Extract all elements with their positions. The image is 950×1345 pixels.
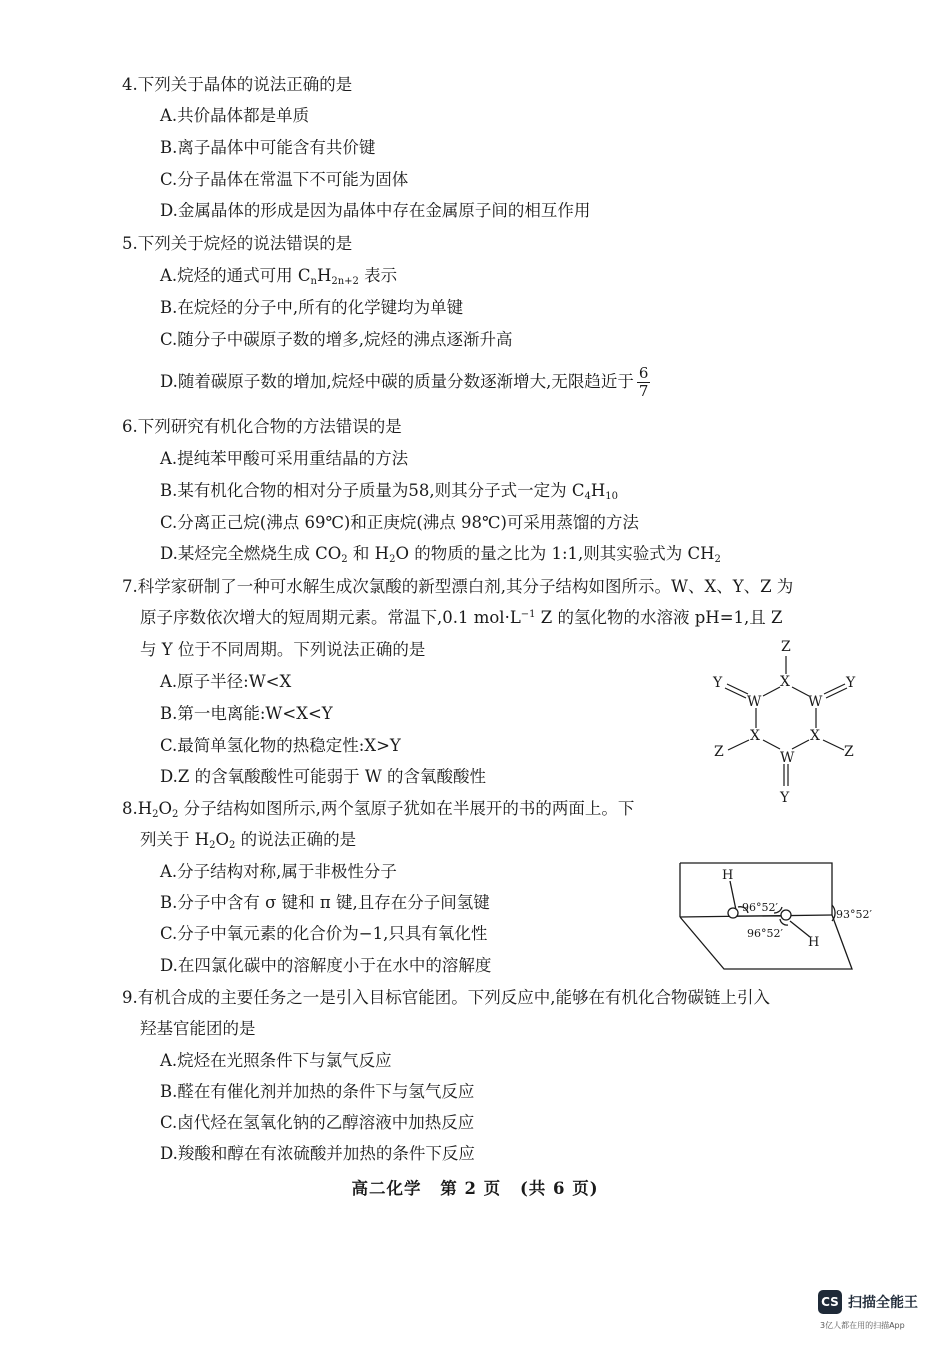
q7-stem-line1: 7.科学家研制了一种可水解生成次氯酸的新型漂白剂,其分子结构如图所示。W、X、Y、Z 为	[122, 577, 794, 596]
q5-option-a: A.烷烃的通式可用 $C_nH_{2n+2}$ 表示	[160, 266, 398, 287]
q4-option-b: B.离子晶体中可能含有共价键	[160, 138, 376, 157]
q7-option-c: C.最简单氢化物的热稳定性:X>Y	[160, 736, 401, 755]
q5-option-b: B.在烷烃的分子中,所有的化学键均为单键	[160, 298, 464, 317]
camscanner-logo-icon: CS	[818, 1290, 842, 1314]
h-atom-bottom: H	[808, 935, 820, 950]
watermark-tagline: 3亿人都在用的扫描App	[820, 1321, 905, 1330]
atom-z-left: Z	[714, 744, 724, 760]
q9-option-a: A.烷烃在光照条件下与氯气反应	[160, 1051, 392, 1070]
atom-y-bottom: Y	[780, 790, 790, 806]
q7-option-b: B.第一电离能:W<X<Y	[160, 704, 333, 723]
q8-stem-line1: $8.H_2O_2$ 分子结构如图所示,两个氢原子犹如在半展开的书的两面上。下	[122, 799, 635, 820]
page-footer	[0, 1175, 950, 1199]
q9-stem-line2: 羟基官能团的是	[140, 1019, 256, 1038]
q8-option-a: A.分子结构对称,属于非极性分子	[160, 862, 397, 881]
atom-y-left: Y	[713, 675, 723, 691]
q8-option-c: C.分子中氧元素的化合价为−1,只具有氧化性	[160, 924, 488, 943]
q4-option-a: A.共价晶体都是单质	[160, 106, 310, 125]
q6-option-b: B.某有机化合物的相对分子质量为58,则其分子式一定为 $C_4H_{10}$	[160, 481, 618, 502]
q6-option-d: D.某烃完全燃烧生成 $CO_2$ 和 $H_2O$ 的物质的量之比为 1:1,则其实验式为 $CH_2$	[160, 544, 721, 565]
q8-option-b: B.分子中含有 σ 键和 π 键,且存在分子间氢键	[160, 893, 490, 912]
atom-w-left: W	[747, 694, 762, 710]
h-atom-top: H	[722, 868, 734, 883]
oxygen-atom-1	[728, 908, 738, 918]
scanner-watermark	[818, 1290, 936, 1334]
atom-z-right: Z	[844, 744, 854, 760]
q6-option-c: C.分离正己烷(沸点 69℃)和正庚烷(沸点 98℃)可采用蒸馏的方法	[160, 513, 639, 532]
atom-z-top: Z	[781, 639, 791, 655]
footer-total-pages: (共 6 页)	[519, 1179, 599, 1198]
atom-x-right: X	[810, 728, 820, 744]
q7-stem-line2: 原子序数依次增大的短周期元素。常温下,0.1 $mol\cdot L^{-1}$ Z 的氢化物的水溶液 pH=1,且 Z	[140, 608, 783, 627]
q8-option-d: D.在四氯化碳中的溶解度小于在水中的溶解度	[160, 956, 492, 975]
atom-w-bottom: W	[780, 750, 795, 766]
q5-stem: 5.下列关于烷烃的说法错误的是	[122, 234, 353, 253]
q5-option-c: C.随分子中碳原子数的增多,烷烃的沸点逐渐升高	[160, 330, 513, 349]
fraction: $\frac{6}{7}$	[638, 364, 649, 400]
q9-option-c: C.卤代烃在氢氧化钠的乙醇溶液中加热反应	[160, 1113, 475, 1132]
atom-x-left: X	[750, 728, 760, 744]
q7-stem-line3: 与 Y 位于不同周期。下列说法正确的是	[140, 640, 426, 659]
book-planes	[680, 863, 852, 969]
q4-option-d: D.金属晶体的形成是因为晶体中存在金属原子间的相互作用	[160, 201, 591, 220]
q6-stem: 6.下列研究有机化合物的方法错误的是	[122, 417, 402, 436]
atom-w-right: W	[808, 694, 823, 710]
oxygen-atom-2	[781, 910, 791, 920]
q6-option-a: A.提纯苯甲酸可采用重结晶的方法	[160, 449, 409, 468]
angle-label-top: 96°52′	[742, 901, 778, 914]
q4-option-c: C.分子晶体在常温下不可能为固体	[160, 170, 409, 189]
angle-label-right: 93°52′	[836, 908, 872, 921]
q9-option-b: B.醛在有催化剂并加热的条件下与氢气反应	[160, 1082, 475, 1101]
footer-subject: 高二化学	[351, 1179, 422, 1198]
q8-stem-line2: 列关于 $H_2O_2$ 的说法正确的是	[140, 830, 357, 851]
q9-stem-line1: 9.有机合成的主要任务之一是引入目标官能团。下列反应中,能够在有机化合物碳链上引入	[122, 988, 770, 1007]
molecule-structure-figure	[700, 630, 870, 810]
q7-option-a: A.原子半径:W<X	[160, 672, 292, 691]
watermark-app-name: 扫描全能王	[848, 1295, 918, 1311]
q9-option-d: D.羧酸和醇在有浓硫酸并加热的条件下反应	[160, 1144, 475, 1163]
atom-y-right: Y	[846, 675, 856, 691]
footer-page-number: 第 2 页	[440, 1179, 502, 1198]
q7-option-d: D.Z 的含氧酸酸性可能弱于 W 的含氧酸酸性	[160, 767, 487, 786]
angle-label-bottom: 96°52′	[747, 927, 783, 940]
h2o2-structure-figure	[670, 855, 872, 975]
q5-option-d: D.随着碳原子数的增加,烷烃中碳的质量分数逐渐增大,无限趋近于 $\frac{6}{7}$	[160, 364, 649, 400]
q4-stem: 4.下列关于晶体的说法正确的是	[122, 75, 353, 94]
atom-x-top: X	[780, 674, 790, 690]
